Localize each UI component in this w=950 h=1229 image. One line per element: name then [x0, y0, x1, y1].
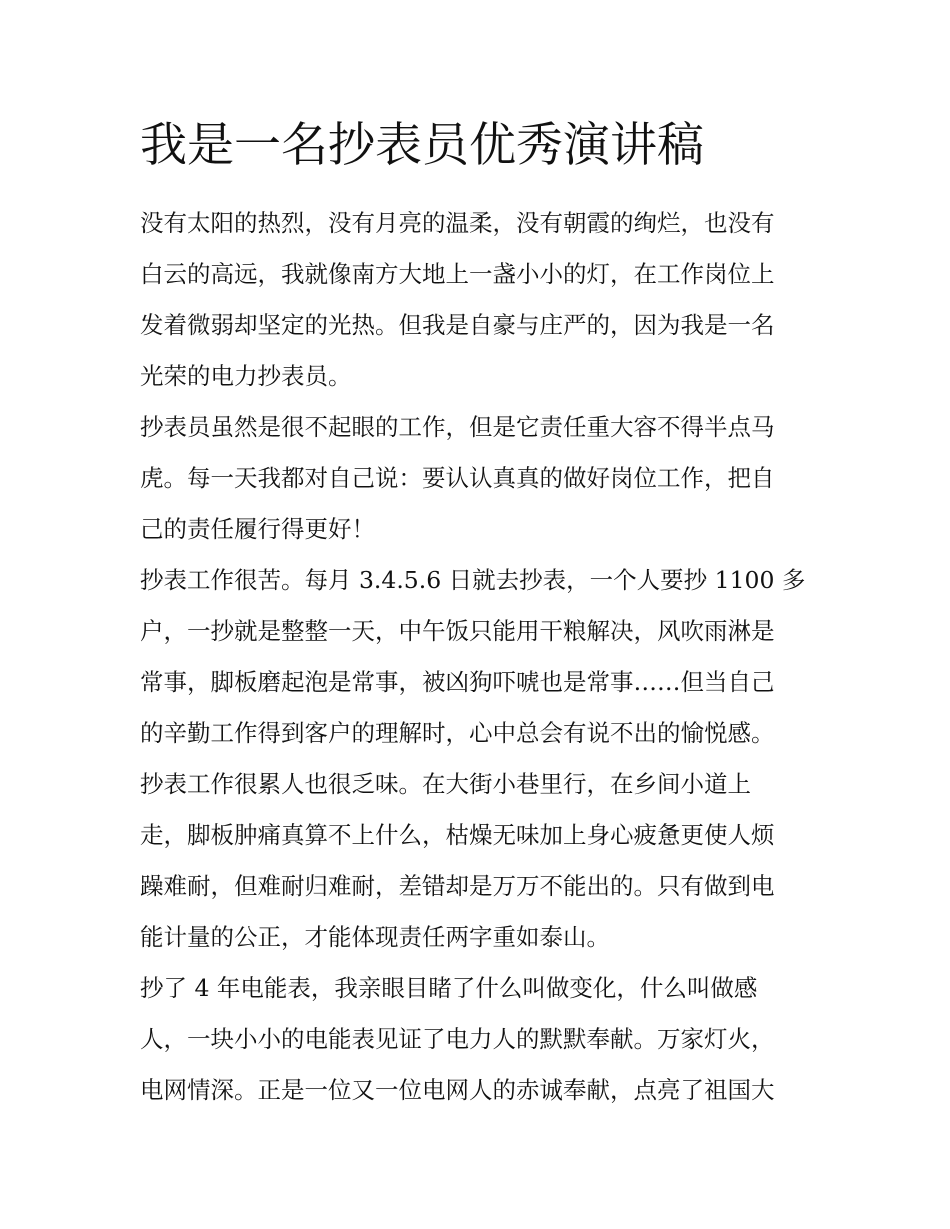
text-line: 能计量的公正，才能体现责任两字重如泰山。	[140, 923, 610, 951]
text-line: 抄表工作很累人也很乏味。在大街小巷里行，在乡间小道上	[140, 770, 751, 798]
text-line: 躁难耐，但难耐归难耐，差错却是万万不能出的。只有做到电	[140, 872, 775, 900]
text-line: 走，脚板肿痛真算不上什么，枯燥无味加上身心疲惫更使人烦	[140, 821, 775, 849]
text-line: 白云的高远，我就像南方大地上一盏小小的灯，在工作岗位上	[140, 260, 775, 288]
text-line: 抄表员虽然是很不起眼的工作，但是它责任重大容不得半点马	[140, 413, 775, 441]
document-title: 我是一名抄表员优秀演讲稿	[140, 118, 704, 173]
text-line: 光荣的电力抄表员。	[140, 362, 352, 390]
text-line: 抄表工作很苦。每月 3.4.5.6 日就去抄表，一个人要抄 1100 多	[140, 566, 806, 594]
text-line: 的辛勤工作得到客户的理解时，心中总会有说不出的愉悦感。	[140, 719, 775, 747]
text-line: 没有太阳的热烈，没有月亮的温柔，没有朝霞的绚烂，也没有	[140, 209, 775, 237]
text-line: 抄了 4 年电能表，我亲眼目睹了什么叫做变化，什么叫做感	[140, 974, 758, 1002]
text-line: 虎。每一天我都对自己说：要认认真真的做好岗位工作，把自	[140, 464, 775, 492]
text-line: 常事，脚板磨起泡是常事，被凶狗吓唬也是常事……但当自己	[140, 668, 775, 696]
text-line: 电网情深。正是一位又一位电网人的赤诚奉献，点亮了祖国大	[140, 1076, 775, 1104]
text-line: 发着微弱却坚定的光热。但我是自豪与庄严的，因为我是一名	[140, 311, 775, 339]
text-line: 己的责任履行得更好！	[140, 515, 375, 543]
text-line: 户，一抄就是整整一天，中午饭只能用干粮解决，风吹雨淋是	[140, 617, 775, 645]
text-line: 人，一块小小的电能表见证了电力人的默默奉献。万家灯火，	[140, 1025, 775, 1053]
document-body	[140, 198, 815, 1116]
